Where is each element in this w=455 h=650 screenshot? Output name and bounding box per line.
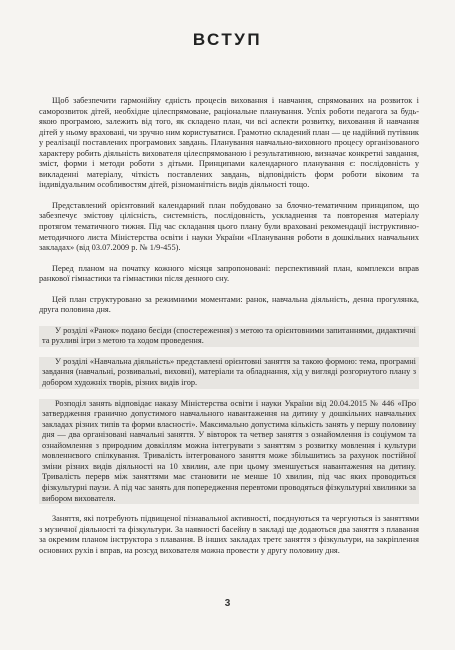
paragraph-morning: У розділі «Ранок» подано бесіди (спостереження) з метою та орієнтовними запитаннями, дидактичні та рухливі ігри з метою та ходом проведення. (39, 326, 419, 347)
paragraph-intro: Щоб забезпечити гармонійну єдність процесів виховання і навчання, спрямованих на розвиток і саморозвиток дітей, необхідне цілеспрямоване, раціональне планування. Успіх роботи педагога за будь-якою програмою, залежить від того, як складено план, чи всі аспекти розвитку, виховання й навчання дітей у ньому враховані, чи зручно ним користуватися. Грамотно складений план — це надійний путівник у реалізації поставлених програмових завдань. Планування навчально-виховного процесу організованого характеру робить діяльність вихователя цілеспрямованою і результативною, визначає конкретні завдання, зміст, форми і методи роботи з дітьми. Принципами календарного планування є: послідовність у викладенні матеріалу, чіткість поставлених завдань, відповідність форм роботи віковим та індивідуальним особливостям дітей, різноманітність видів діяльності тощо. (39, 96, 419, 190)
page-number: 3 (224, 598, 231, 609)
page-title: ВСТУП (192, 30, 263, 49)
paragraph-monthly-plan: Перед планом на початку кожного місяця запропоновані: перспективний план, комплекси вправ ранкової гімнастики та гімнастики після денного сну. (39, 263, 419, 284)
body-text (39, 96, 419, 556)
paragraph-calendar-plan: Представлений орієнтовний календарний план побудовано за блочно-тематичним принципом, що забезпечує змістову цілісність, системність, послідовність, ускладнення та повторення матеріалу протягом тематичного тижня. Під час складання цього плану були враховані рекомендації інструктивно-методичного листа Міністерства освіти і науки України «Планування роботи в дошкільних навчальних закладах» (від 03.07.2009 р. № 1/9-455). (39, 200, 419, 253)
paragraph-alternation: Заняття, які потребують підвищеної пізнавальної активності, поєднуються та чергуються із заняттями з музичної діяльності та фізкультури. За наявності басейну в закладі ще додаються два заняття з плавання за окремим планом інструктора з плавання. В інших закладах третє заняття з фізкультури, на закріплення основних рухів і вправ, на розсуд вихователя можна провести у другу половину дня. (39, 514, 419, 555)
paragraph-learning-activity: У розділі «Навчальна діяльність» представлені орієнтовні заняття за такою формою: тема, програмні завдання (навчальні, розвивальні, виховні), матеріали та обладнання, хід у вигляді розгорнутого плану з добором художніх творів, різних видів ігор. (39, 357, 419, 389)
paragraph-schedule: Розподіл занять відповідає наказу Міністерства освіти і науки України від 20.04.2015 № 446 «Про затвердження гранично допустимого навчального навантаження на дитину у дошкільних навчальних закладах різних типів та форми власності». Максимально допустима кількість занять у першу половину дня — два організовані навчальні заняття. У вівторок та четвер заняття з ознайомлення із соціумом та ознайомлення з природним довкіллям можна інтегрувати з заняттям з розвитку мовлення і культури мовленнєвого спілкування. Тривалість інтегрованого заняття може збільшитись за рахунок постійної зміни різних видів діяльності на 10 хвилин, але при цьому зменшується навантаження на дитину. Тривалість перерв між заняттями має становити не менше 10 хвилин, під час яких проводиться фізкультурні паузи. А під час занять для попередження перевтоми проводяться фізкультурні хвилинки за вибором вихователя. (39, 399, 419, 504)
paragraph-structure: Цей план структуровано за режимними моментами: ранок, навчальна діяльність, денна прогулянка, друга половина дня. (39, 294, 419, 315)
